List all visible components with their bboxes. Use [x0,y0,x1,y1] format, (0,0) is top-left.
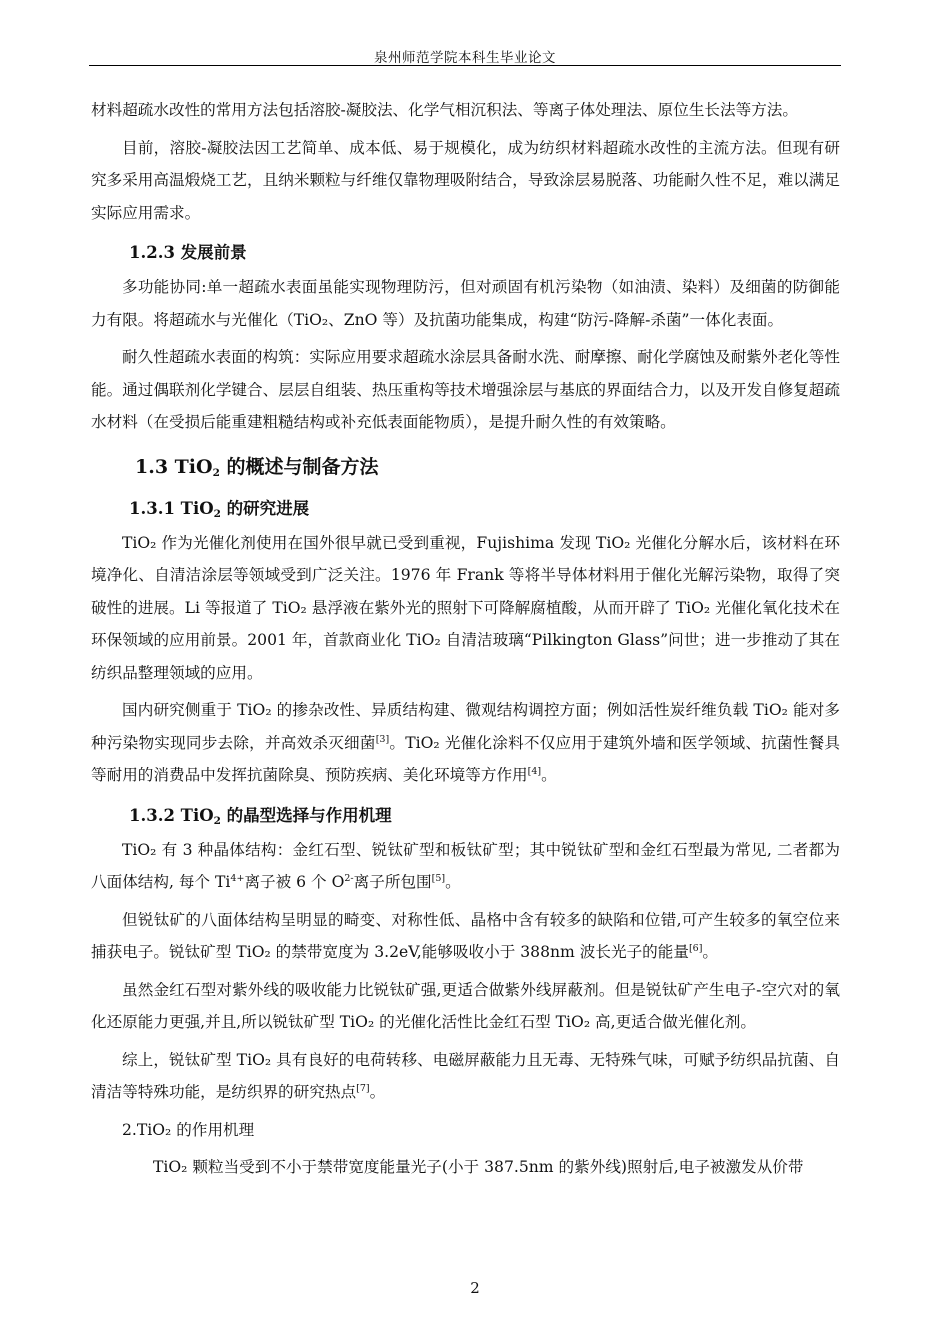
citation: [6] [688,943,703,954]
paragraph: 2.TiO₂ 的作用机理 [122,1120,255,1139]
paragraph: TiO₂ 有 3 种晶体结构：金红石型、锐钛矿型和板钛矿型；其中锐钛矿型和金红石型最为常见, 二者都为八面体结构, 每个 $Ti^{4+}$离子被 6 个 $O^{2-}$离子所包围[5]。 [91,840,840,891]
section-heading-1-3-2: 1.3.2 TiO$_2$ 的晶型选择与作用机理 [129,805,392,827]
header-rule [89,65,841,66]
paragraph: 虽然金红石型对紫外线的吸收能力比锐钛矿强,更适合做紫外线屏蔽剂。但是锐钛矿产生电子-空穴对的氧化还原能力更强,并且,所以锐钛矿型 TiO₂ 的光催化活性比金红石型 TiO₂ 高,更适合做光催化剂。 [91,980,840,1031]
citation: [7] [356,1083,370,1094]
page-number: 2 [470,1279,480,1297]
section-heading-1-3: 1.3 TiO$_2$ 的概述与制备方法 [135,455,379,479]
section-heading-1-3-1: 1.3.1 TiO$_2$ 的研究进展 [129,498,310,520]
paragraph: 目前，溶胶-凝胶法因工艺简单、成本低、易于规模化，成为纺织材料超疏水改性的主流方法。但现有研究多采用高温煅烧工艺，且纳米颗粒与纤维仅靠物理吸附结合，导致涂层易脱落、功能耐久性不足，难以满足实际应用需求。 [91,138,840,222]
paragraph: TiO₂ 颗粒当受到不小于禁带宽度能量光子(小于 387.5nm 的紫外线)照射后,电子被激发从价带 [153,1158,804,1176]
document-body [91,94,840,1184]
citation: [5] [431,873,446,884]
paragraph: 材料超疏水改性的常用方法包括溶胶-凝胶法、化学气相沉积法、等离子体处理法、原位生长法等方法。 [91,101,798,119]
paragraph: 多功能协同:单一超疏水表面虽能实现物理防污，但对顽固有机污染物（如油渍、染料）及细菌的防御能力有限。将超疏水与光催化（TiO₂、ZnO 等）及抗菌功能集成，构建“防污-降解-杀菌”一体化表面。 [91,278,840,329]
paragraph: TiO₂ 作为光催化剂使用在国外很早就已受到重视，Fujishima 发现 TiO₂ 光催化分解水后，该材料在环境净化、自清洁涂层等领域受到广泛关注。1976 年 Frank 等将半导体材料用于催化光解污染物，取得了突破性的进展。Li 等报道了 TiO₂ 悬浮液在紫外光的照射下可降解腐植酸，从而开辟了 TiO₂ 光催化氧化技术在环保领域的应用前景。2001 年，首款商业化 TiO₂ 自清洁玻璃“Pilkington Glass”问世；进一步推动了其在纺织品整理领域的应用。 [91,533,840,682]
paragraph: 耐久性超疏水表面的构筑：实际应用要求超疏水涂层具备耐水洗、耐摩擦、耐化学腐蚀及耐紫外老化等性能。通过偶联剂化学键合、层层自组装、热压重构等技术增强涂层与基底的界面结合力，以及开发自修复超疏水材料（在受损后能重建粗糙结构或补充低表面能物质），是提升耐久性的有效策略。 [91,348,840,431]
citation: [3] [375,733,390,745]
paragraph: 国内研究侧重于 TiO₂ 的掺杂改性、异质结构建、微观结构调控方面；例如活性炭纤维负载 TiO₂ 能对多种污染物实现同步去除，并高效杀灭细菌[3]。TiO₂ 光催化涂料不仅应用于建筑外墙和医学领域、抗菌性餐具等耐用的消费品中发挥抗菌除臭、预防疾病、美化环境等方作用[4]。 [91,701,840,784]
running-header: 泉州师范学院本科生毕业论文 [374,50,556,66]
citation: [4] [527,766,542,777]
paragraph: 但锐钛矿的八面体结构呈明显的畸变、对称性低、晶格中含有较多的缺陷和位错,可产生较多的氧空位来捕获电子。锐钛矿型 TiO₂ 的禁带宽度为 3.2eV,能够吸收小于 388nm 波长光子的能量[6]。 [91,910,840,961]
section-heading-1-2-3: 1.2.3 发展前景 [129,243,247,262]
paragraph: 综上，锐钛矿型 TiO₂ 具有良好的电荷转移、电磁屏蔽能力且无毒、无特殊气味，可赋予纺织品抗菌、自清洁等特殊功能，是纺织界的研究热点[7]。 [91,1050,840,1101]
